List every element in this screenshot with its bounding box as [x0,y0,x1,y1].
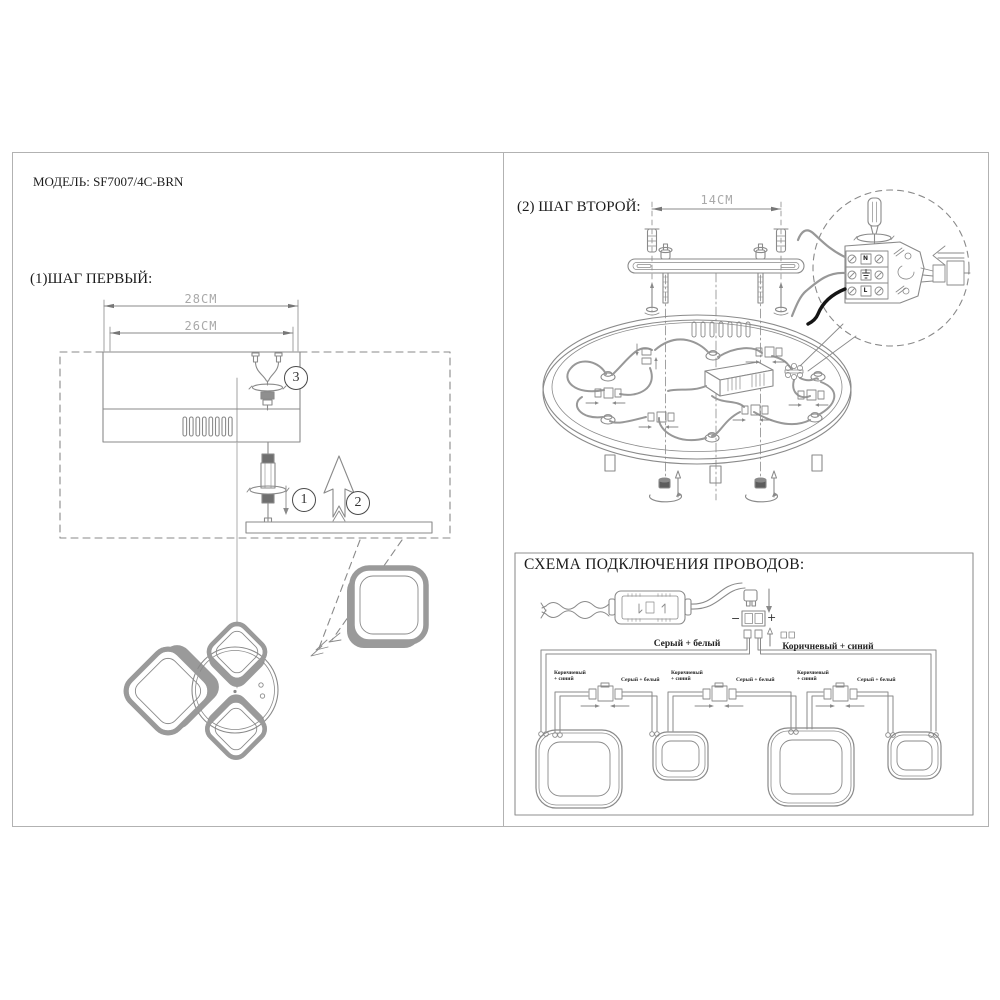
schema-driver [609,591,691,624]
joint2-brown-label: Коричневый + синий [671,670,703,682]
led-driver-3d [705,362,773,396]
joint1-gray-label: Серый + белый [621,677,660,683]
step2-lock-nuts [650,471,778,502]
step2-label: (2) ШАГ ВТОРОЙ: [517,199,641,215]
terminal-l-label: L [863,287,868,294]
callout-3-badge: 3 [284,366,308,390]
schema-lamps [536,728,941,808]
dimension-26cm: 26CM [184,319,218,333]
step1-label: (1)ШАГ ПЕРВЫЙ: [30,271,153,287]
callout-wires [792,230,845,324]
step2-ceiling-plate [543,315,851,483]
joint1-brown-label: Коричневый + синий [554,670,586,682]
model-label: МОДЕЛЬ: SF7007/4C-BRN [33,174,184,189]
step1-ceiling-bar [246,518,432,533]
step2-callout-detail [792,190,970,371]
bus-left-label: Серый + белый [653,639,721,649]
bus-right-label: Коричневый + синий [782,642,874,652]
joint3-gray-label: Серый + белый [857,677,896,683]
dimension-28cm: 28CM [184,292,218,306]
joint3-brown-label: Коричневый + синий [797,670,829,682]
plate-vent-grille-icon [692,322,750,337]
schema-joint-connectors [581,683,864,708]
callout-2-badge: 2 [346,491,370,515]
step1-threaded-rod [247,442,289,521]
joint2-gray-label: Серый + белый [736,677,775,683]
schema-title: СХЕМА ПОДКЛЮЧЕНИЯ ПРОВОДОВ: [524,556,805,573]
step1-detached-shade [347,568,426,648]
connector-minus-label: − [731,612,741,625]
step1-lamp-bottom-view [120,443,278,762]
plate-wires [567,339,834,440]
connector-plus-label: + [767,611,777,624]
schema-input-wires [541,602,609,619]
terminal-block [845,242,924,303]
callout-plug [921,261,970,285]
dimension-14cm: 14CM [700,193,734,207]
insert-arrow-icon [933,246,964,265]
schema-output-cable [691,583,772,613]
terminal-n-label: N [863,255,869,262]
callout-1-badge: 1 [292,488,316,512]
